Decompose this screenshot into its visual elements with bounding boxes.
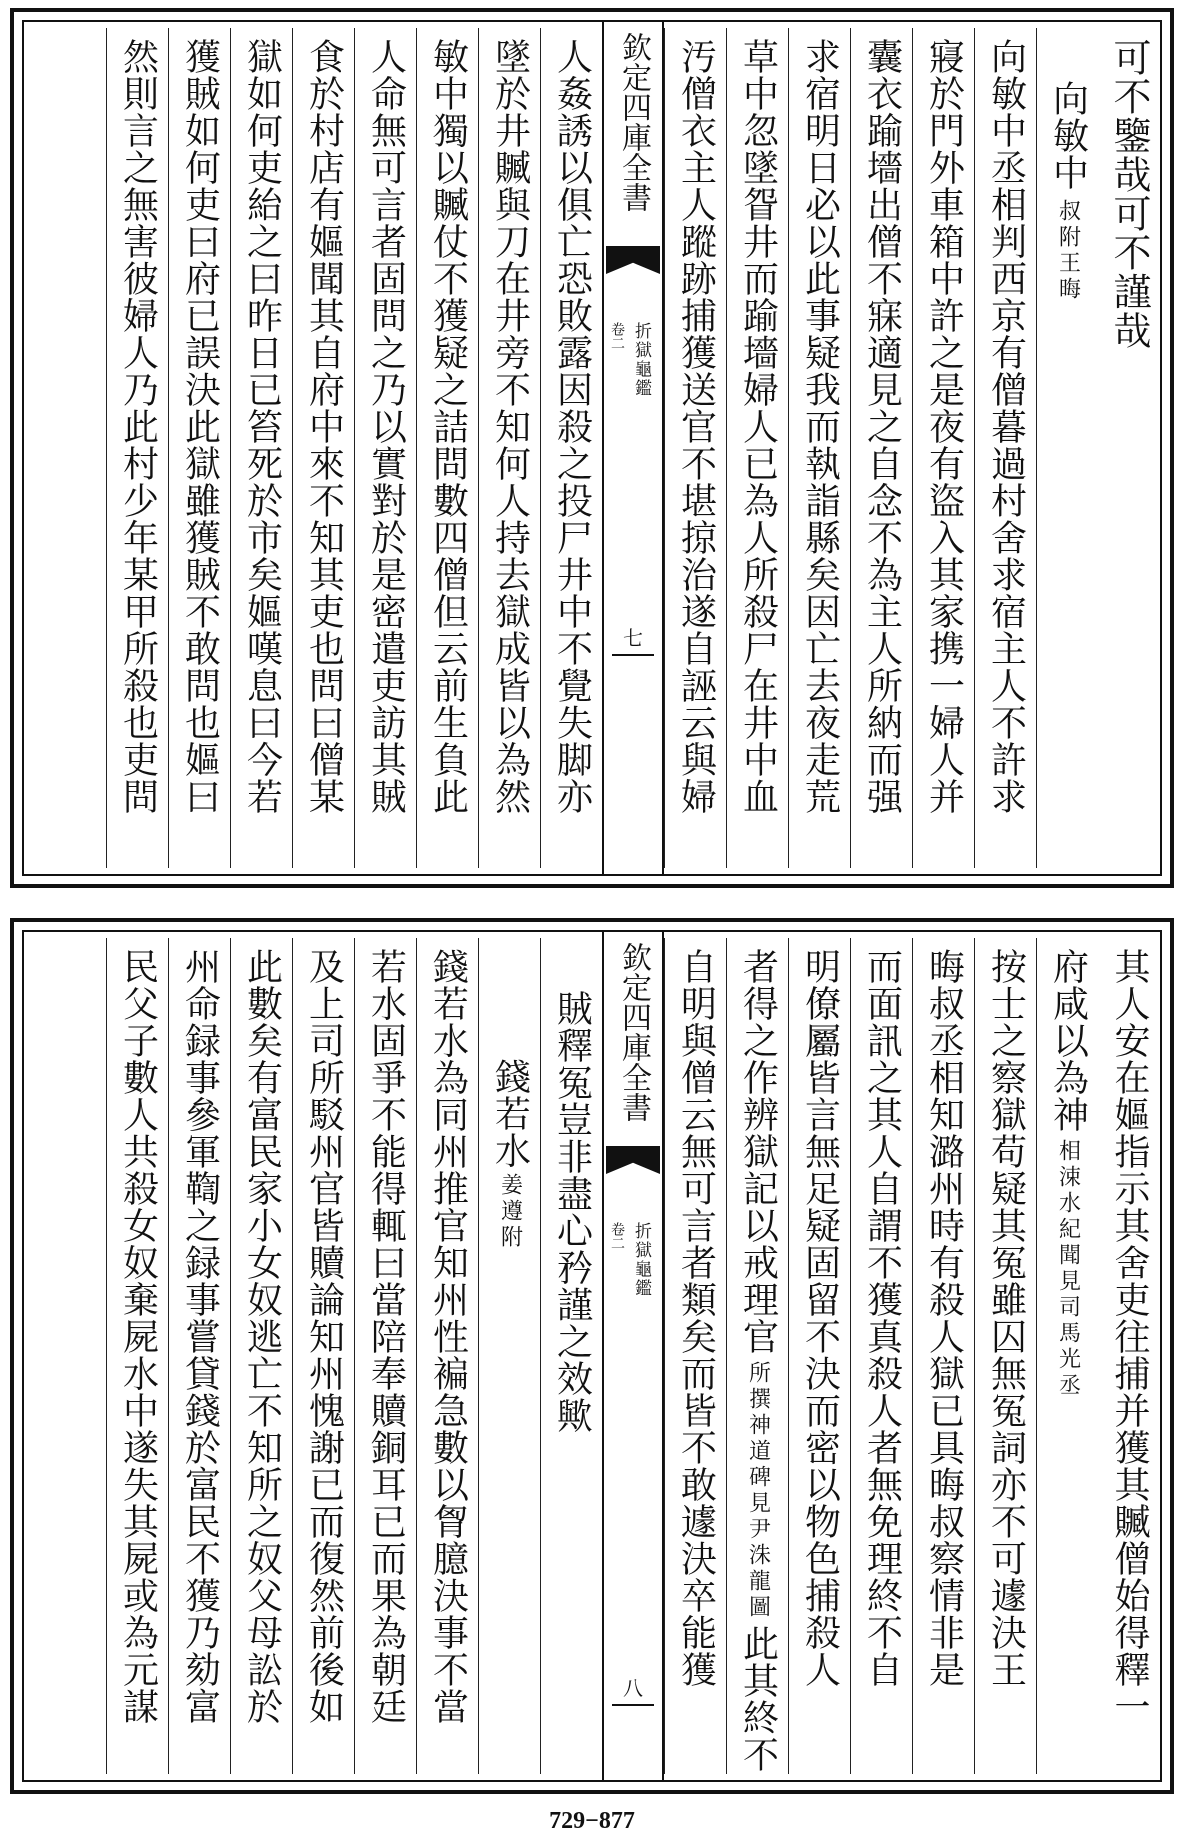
page-number: 七 xyxy=(623,626,643,650)
text-column: 民父子數人共殺女奴棄屍水中遂失其屍或為元謀 xyxy=(106,938,168,1774)
text-column: 明僚屬皆言無足疑固留不決而密以物色捕殺人 xyxy=(788,938,850,1774)
page-number: 八 xyxy=(623,1676,643,1700)
column-text: 者得之作辨獄記以戒理官 xyxy=(737,948,779,1355)
text-column: 若水固爭不能得輒曰當陪奉贖銅耳已而果為朝廷 xyxy=(354,938,416,1774)
text-column: 求宿明日必以此事疑我而執詣縣矣因亡去夜走荒 xyxy=(788,28,850,868)
fish-tail-mark xyxy=(606,246,660,274)
volume-label: 卷二 xyxy=(609,1222,625,1250)
volume-label: 卷二 xyxy=(609,322,625,350)
page-top-frame xyxy=(22,20,1162,876)
section-heading xyxy=(478,938,540,1774)
source-note: 所撰神道碑 xyxy=(745,1361,771,1491)
library-title: 欽定四庫全書 xyxy=(616,942,651,1122)
text-column: 其人安在嫗指示其舍吏往捕并獲其贓僧始得釋一 xyxy=(1109,948,1150,1725)
text-column: 此數矣有富民家小女奴逃亡不知所之奴父母訟於 xyxy=(230,938,292,1774)
page-top xyxy=(10,8,1174,888)
text-column: 囊衣踰墻出僧不寐適見之自念不為主人所納而强 xyxy=(850,28,912,868)
book-title: 折獄龜鑑 xyxy=(631,322,651,398)
source-note: 見司馬光丞 xyxy=(1055,1269,1081,1399)
text-column: 獲賊如何吏曰府已誤決此獄雖獲賊不敢問也嫗曰 xyxy=(168,28,230,868)
text-column: 賊釋冤豈非盡心矜謹之效歟 xyxy=(540,938,602,1774)
page-bottom xyxy=(10,918,1174,1794)
text-column: 人命無可言者固問之乃以實對於是密遣吏訪其賊 xyxy=(354,28,416,868)
source-note: 相涑水紀聞 xyxy=(1055,1139,1081,1269)
text-column: 可不鑒哉可不謹哉 xyxy=(1107,38,1151,350)
center-binding xyxy=(602,22,664,874)
column-text: 府咸以為神 xyxy=(1047,948,1089,1133)
heading-text: 向敏中 xyxy=(1047,80,1089,191)
text-column: 然則言之無害彼婦人乃此村少年某甲所殺也吏問 xyxy=(106,28,168,868)
fish-tail-mark xyxy=(606,1146,660,1174)
divider xyxy=(612,1704,654,1706)
text-column: 草中忽墜眢井而踰墻婦人已為人所殺尸在井中血 xyxy=(726,28,788,868)
text-column xyxy=(1036,938,1098,1774)
heading-note: 王晦 xyxy=(1055,251,1081,303)
page-bottom-frame xyxy=(22,930,1162,1782)
text-column: 州命録事參軍鞫之録事嘗貸錢於富民不獲乃劾富 xyxy=(168,938,230,1774)
book-title: 折獄龜鑑 xyxy=(631,1222,651,1298)
text-column: 寢於門外車箱中許之是夜有盜入其家携一婦人并 xyxy=(912,28,974,868)
text-column: 汚僧衣主人蹤跡捕獲送官不堪掠治遂自誣云與婦 xyxy=(664,28,726,868)
heading-text: 錢若水 xyxy=(489,1058,531,1169)
text-column xyxy=(726,938,788,1774)
heading-note: 姜遵附 xyxy=(497,1173,523,1251)
heading-note: 叔附 xyxy=(1055,199,1081,251)
text-column: 按士之察獄苟疑其冤雖囚無冤詞亦不可遽決王 xyxy=(974,938,1036,1774)
text-column: 墜於井贓與刀在井旁不知何人持去獄成皆以為然 xyxy=(478,28,540,868)
text-column: 人姦誘以俱亡恐敗露因殺之投尸井中不覺失脚亦 xyxy=(540,28,602,868)
text-column: 敏中獨以贓仗不獲疑之詰問數四僧但云前生負此 xyxy=(416,28,478,868)
text-column: 自明與僧云無可言者類矣而皆不敢遽決卒能獲 xyxy=(664,938,726,1774)
section-heading xyxy=(1036,28,1098,868)
library-title: 欽定四庫全書 xyxy=(616,32,651,212)
text-column: 向敏中丞相判西京有僧暮過村舍求宿主人不許求 xyxy=(974,28,1036,868)
divider xyxy=(612,654,654,656)
center-binding xyxy=(602,932,664,1780)
column-text: 此其終不 xyxy=(737,1625,779,1773)
text-column: 晦叔丞相知潞州時有殺人獄已具晦叔察情非是 xyxy=(912,938,974,1774)
text-column: 錢若水為同州推官知州性褊急數以胷臆決事不當 xyxy=(416,938,478,1774)
page-caption: 729−877 xyxy=(549,1808,635,1834)
text-column: 食於村店有嫗聞其自府中來不知其吏也問曰僧某 xyxy=(292,28,354,868)
text-column: 及上司所駁州官皆贖論知州愧謝已而復然前後如 xyxy=(292,938,354,1774)
text-column: 獄如何吏紿之曰昨日已笞死於市矣嫗嘆息曰今若 xyxy=(230,28,292,868)
text-column: 而面訊之其人自謂不獲真殺人者無免理終不自 xyxy=(850,938,912,1774)
source-note: 見尹洙龍圖 xyxy=(745,1491,771,1621)
